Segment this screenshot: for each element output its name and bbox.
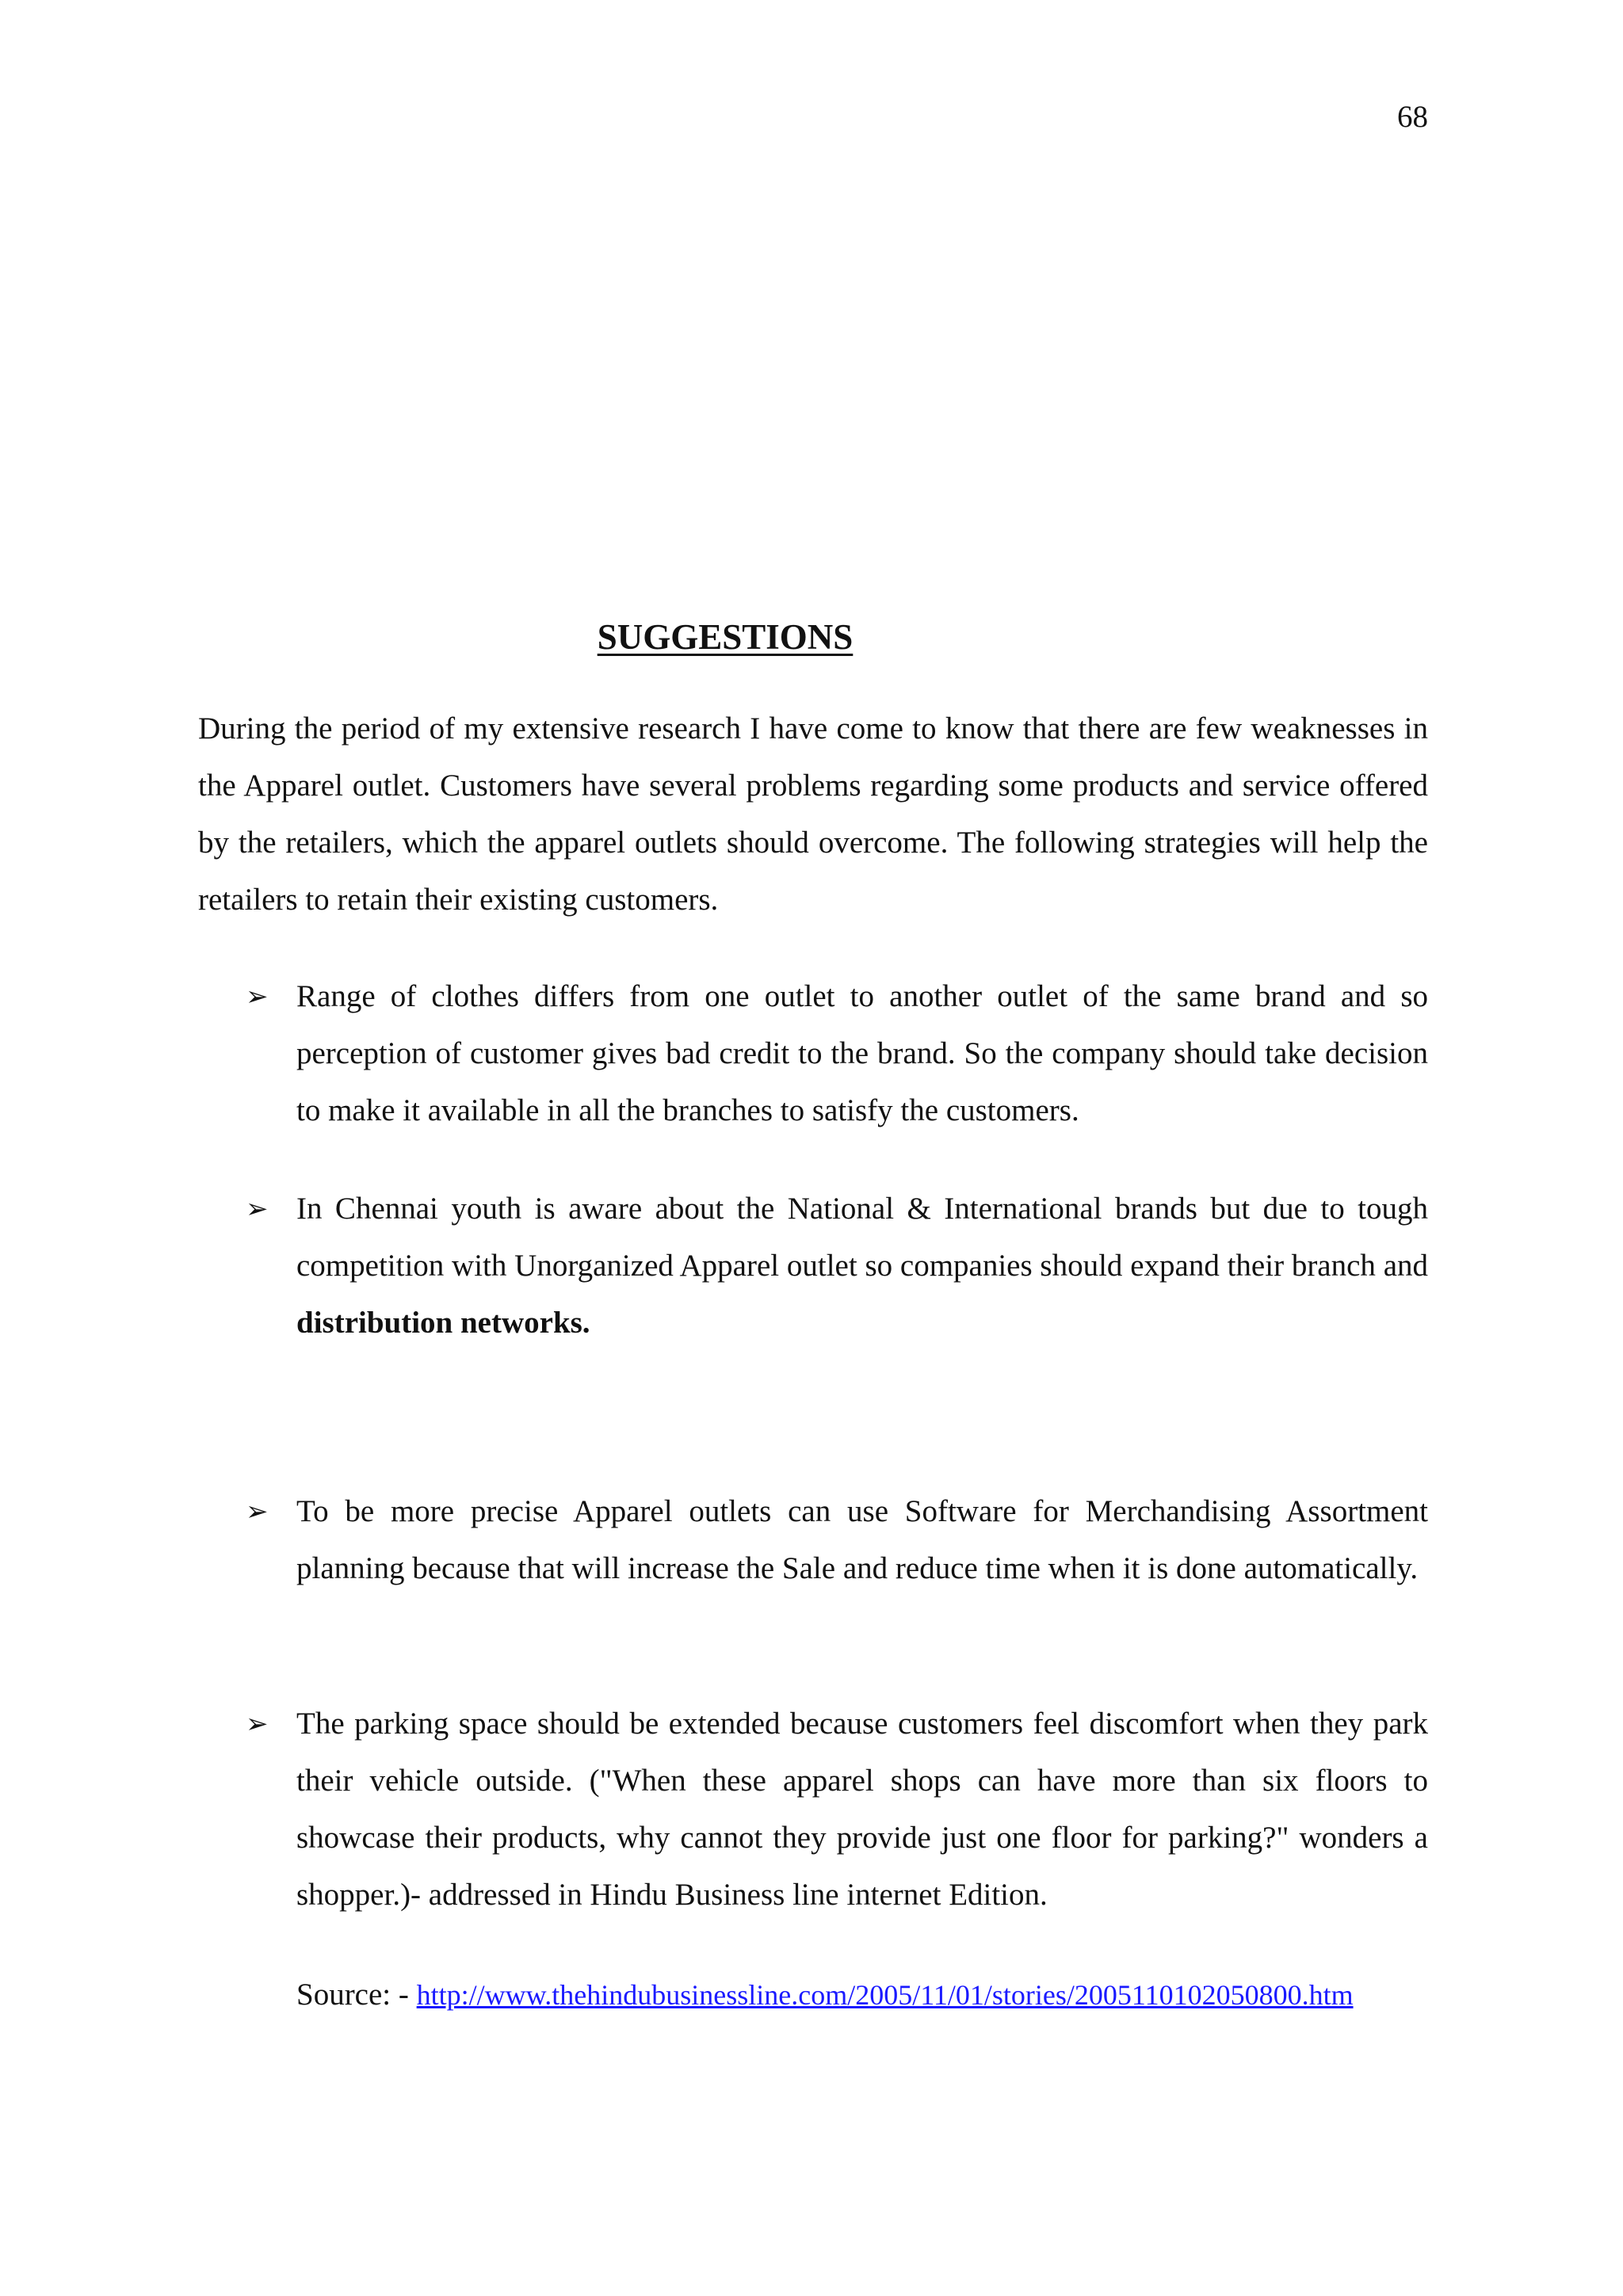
list-item — [246, 1483, 1428, 1597]
page-title: SUGGESTIONS — [597, 617, 854, 657]
intro-paragraph: During the period of my extensive research I have come to know that there are few weaknesses in the Apparel outlet. Customers have several problems regarding some products and service offered by the retailers, which the apparel outlets should overcome. The following strategies will help the retailers to retain their existing customers. — [198, 711, 1428, 917]
bullet-text: To be more precise Apparel outlets can use Software for Merchandising Assortment planning because that will increase the Sale and reduce time when it is done automatically. — [296, 1494, 1428, 1585]
bullet-text — [296, 1180, 1428, 1352]
source-citation — [296, 1966, 1354, 2023]
arrow-bullet-icon: ➢ — [246, 1708, 269, 1740]
list-item — [246, 1180, 1428, 1352]
bullet-text-regular: In Chennai youth is aware about the National & International brands but due to tough competition with Unorganized Apparel outlet so companies should expand their branch and — [296, 1192, 1428, 1283]
page-number: 68 — [1397, 100, 1428, 134]
arrow-bullet-icon: ➢ — [246, 1496, 269, 1527]
arrow-bullet-icon: ➢ — [246, 981, 269, 1013]
arrow-bullet-icon: ➢ — [246, 1193, 269, 1225]
source-label: Source: - — [296, 1978, 417, 2012]
bullet-text: The parking space should be extended because customers feel discomfort when they park their vehicle outside. ("When these apparel shops can have more than six floors to showcase their products, why cannot they provide just one floor for parking?" wonders a shopper.)- addressed in Hindu Business line internet Edition. — [296, 1707, 1428, 1912]
source-link[interactable]: http://www.thehindubusinessline.com/2005/11/01/stories/2005110102050800.htm — [416, 1979, 1354, 2011]
list-item — [246, 968, 1428, 1139]
bullet-text-bold: distribution networks. — [296, 1306, 590, 1340]
list-item — [246, 1695, 1428, 1924]
bullet-text: Range of clothes differs from one outlet to another outlet of the same brand and so perception of customer gives bad credit to the brand. So the company should take decision to make it available in all the branches to satisfy the customers. — [296, 979, 1428, 1127]
